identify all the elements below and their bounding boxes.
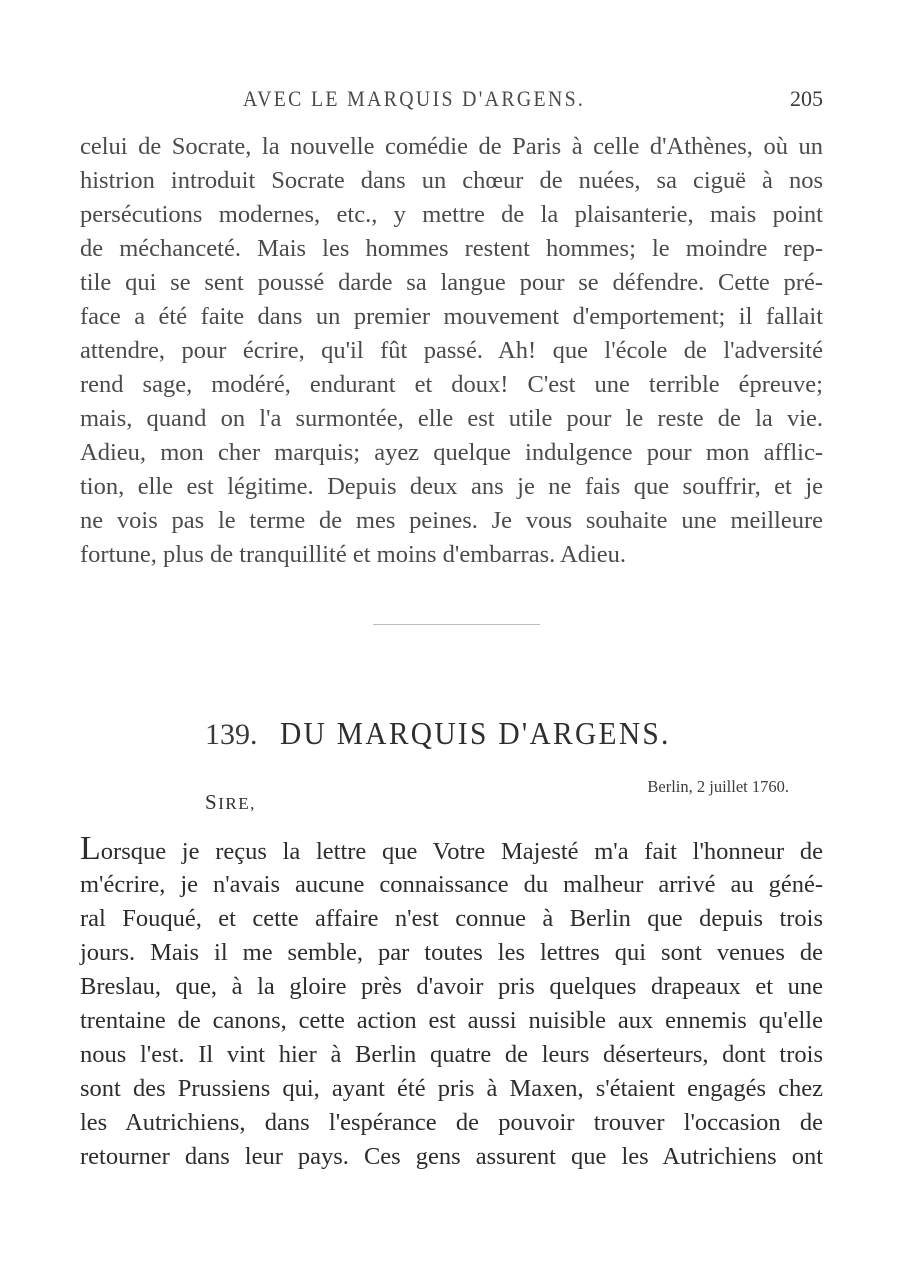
- text-line: sont des Prussiens qui, ayant été pris à Maxen, s'étaient engagés chez: [80, 1075, 823, 1102]
- text-line: de méchanceté. Mais les hommes restent hommes; le moindre rep-: [80, 235, 823, 262]
- text-line: histrion introduit Socrate dans un chœur de nuées, sa ciguë à nos: [80, 167, 823, 194]
- page-number: 205: [790, 86, 823, 111]
- text-line: trentaine de canons, cette action est aussi nuisible aux ennemis qu'elle: [80, 1007, 823, 1034]
- text-line: jours. Mais il me semble, par toutes les lettres qui sont venues de: [80, 939, 823, 966]
- text-line: fortune, plus de tranquillité et moins d'embarras. Adieu.: [80, 541, 627, 568]
- previous-letter-text: [80, 130, 823, 572]
- text-line: persécutions modernes, etc., y mettre de la plaisanterie, mais point: [80, 201, 823, 228]
- text-line: celui de Socrate, la nouvelle comédie de Paris à celle d'Athènes, où un: [80, 133, 823, 160]
- text-line: les Autrichiens, dans l'espérance de pouvoir trouver l'occasion de: [80, 1109, 823, 1136]
- text-line: ral Fouqué, et cette affaire n'est connue à Berlin que depuis trois: [80, 905, 823, 932]
- drop-cap: L: [80, 830, 101, 867]
- salutation-initial: S: [205, 790, 219, 814]
- letter-heading: [205, 715, 704, 752]
- letter-title: DU MARQUIS D'ARGENS.: [279, 715, 671, 751]
- text-line: Breslau, que, à la gloire près d'avoir pris quelques drapeaux et une: [80, 973, 823, 1000]
- letter-number: 139.: [205, 718, 258, 751]
- first-line-text: orsque je reçus la lettre que Votre Majesté m'a fait l'honneur de: [100, 838, 823, 865]
- text-line: ne vois pas le terme de mes peines. Je vous souhaite une meilleure: [80, 507, 823, 534]
- text-line: mais, quand on l'a surmontée, elle est utile pour le reste de la vie.: [80, 405, 823, 432]
- text-line: rend sage, modéré, endurant et doux! C'est une terrible épreuve;: [80, 371, 823, 398]
- text-line: Adieu, mon cher marquis; ayez quelque indulgence pour mon afflic-: [80, 439, 823, 466]
- letter-dateline: Berlin, 2 juillet 1760.: [647, 777, 789, 796]
- running-title: AVEC LE MARQUIS D'ARGENS.: [243, 86, 586, 111]
- text-line: tile qui se sent poussé darde sa langue pour se défendre. Cette pré-: [80, 269, 823, 296]
- text-line: nous l'est. Il vint hier à Berlin quatre de leurs déserteurs, dont trois: [80, 1041, 823, 1068]
- text-line: [80, 830, 823, 868]
- letter-salutation: [205, 790, 256, 815]
- text-line: retourner dans leur pays. Ces gens assurent que les Autrichiens ont: [80, 1143, 823, 1170]
- text-line: face a été faite dans un premier mouvement d'emportement; il fallait: [80, 303, 823, 330]
- text-line: tion, elle est légitime. Depuis deux ans je ne fais que souffrir, et je: [80, 473, 823, 500]
- letter-body-text: [80, 830, 823, 1174]
- salutation-rest: IRE,: [218, 794, 256, 813]
- running-head: [80, 86, 823, 116]
- text-line: m'écrire, je n'avais aucune connaissance du malheur arrivé au géné-: [80, 871, 823, 898]
- section-separator-rule: [373, 624, 540, 625]
- text-line: attendre, pour écrire, qu'il fût passé. Ah! que l'école de l'adversité: [80, 337, 823, 364]
